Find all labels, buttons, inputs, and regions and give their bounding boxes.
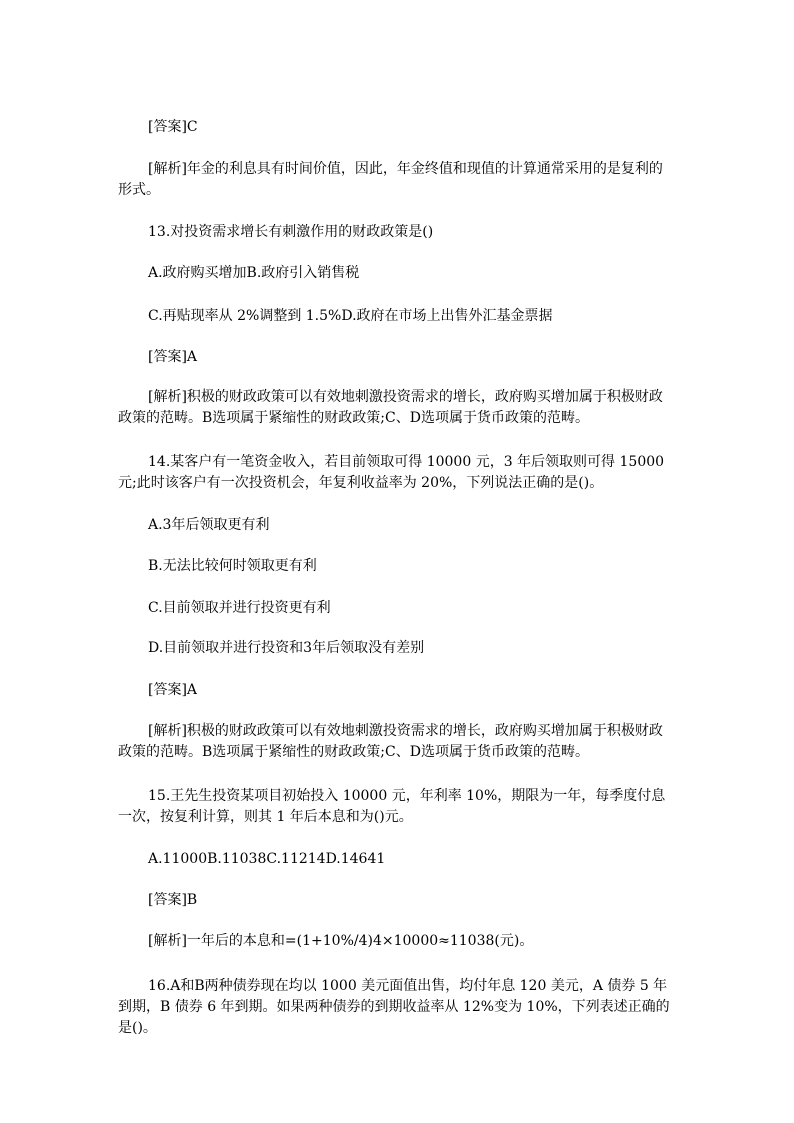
question-16: 16.A和B两种债券现在均以 1000 美元面值出售，均付年息 120 美元，A 债券 5 年到期，B 债券 6 年到期。如果两种债券的到期收益率从 12%变为 10%，下列表述正确的是()。 (118, 978, 670, 1036)
option-14-a: A.3年后领取更有利 (148, 517, 270, 533)
answer-15: [答案]B (148, 892, 198, 908)
question-14: 14.某客户有一笔资金收入，若目前领取可得 10000 元，3 年后领取则可得 15000 元;此时该客户有一次投资机会，年复利收益率为 20%，下列说法正确的是()。 (118, 454, 665, 491)
option-14-b: B.无法比较何时领取更有利 (148, 558, 317, 574)
question-15: 15.王先生投资某项目初始投入 10000 元，年利率 10%，期限为一年，每季度付息一次，按复利计算，则其 1 年后本息和为()元。 (118, 788, 666, 825)
explanation-13: [解析]积极的财政政策可以有效地刺激投资需求的增长，政府购买增加属于积极财政政策的范畴。B选项属于紧缩性的财政政策;C、D选项属于货币政策的范畴。 (118, 389, 663, 426)
answer-14: [答案]A (148, 682, 198, 698)
explanation-14: [解析]积极的财政政策可以有效地刺激投资需求的增长，政府购买增加属于积极财政政策的范畴。B选项属于紧缩性的财政政策;C、D选项属于货币政策的范畴。 (118, 723, 663, 760)
options-13-ab: A.政府购买增加B.政府引入销售税 (148, 265, 360, 281)
question-13: 13.对投资需求增长有刺激作用的财政政策是() (148, 224, 434, 240)
answer-12: [答案]C (148, 119, 198, 135)
option-14-c: C.目前领取并进行投资更有利 (148, 600, 331, 616)
explanation-15: [解析]一年后的本息和=(1+10%/4)4×10000≈11038(元)。 (148, 933, 534, 949)
options-13-cd: C.再贴现率从 2%调整到 1.5%D.政府在市场上出售外汇基金票据 (148, 308, 553, 324)
option-14-d: D.目前领取并进行投资和3年后领取没有差别 (148, 640, 425, 656)
answer-13: [答案]A (148, 349, 198, 365)
options-15: A.11000B.11038C.11214D.14641 (148, 851, 386, 867)
explanation-12: [解析]年金的利息具有时间价值，因此，年金终值和现值的计算通常采用的是复利的形式。 (118, 161, 663, 198)
